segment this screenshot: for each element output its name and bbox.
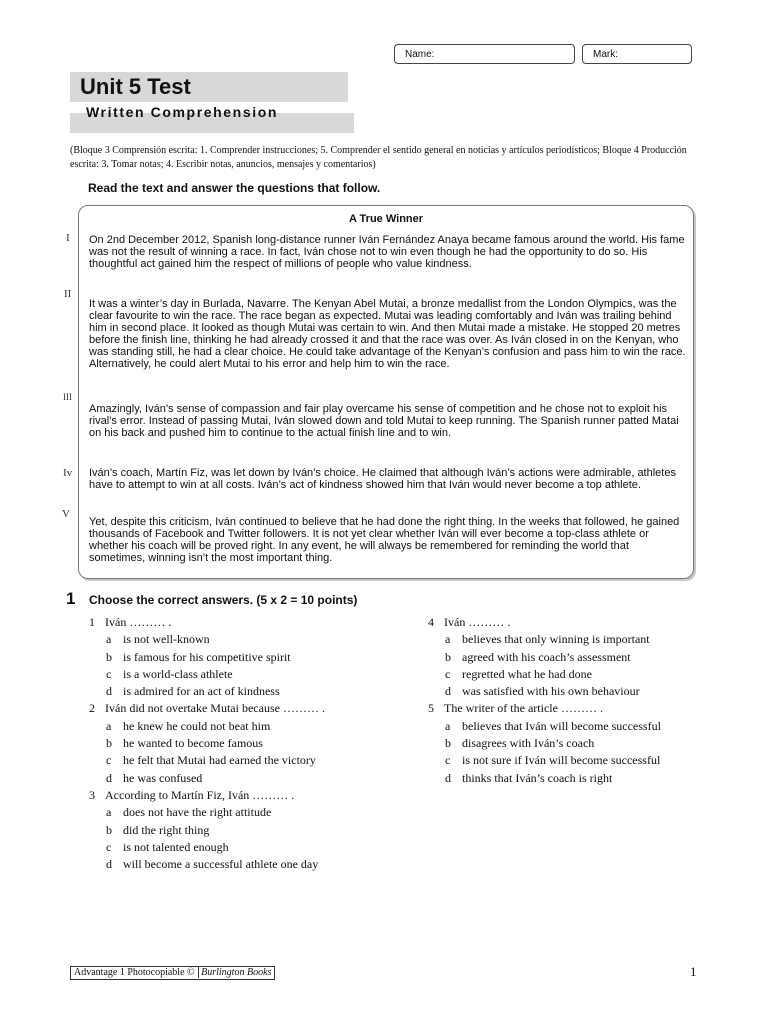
- option-text: did the right thing: [123, 822, 210, 837]
- question-5: [428, 700, 661, 717]
- question-stem: The writer of the article ……… .: [444, 701, 603, 716]
- question-number: 5: [428, 701, 434, 716]
- name-field[interactable]: [394, 44, 575, 64]
- option-text: agreed with his coach’s assessment: [462, 649, 631, 664]
- option-text: was satisfied with his own behaviour: [462, 684, 640, 699]
- option-text: does not have the right attitude: [123, 805, 272, 820]
- question-stem: Iván did not overtake Mutai because ……… .: [105, 701, 325, 716]
- option-text: is not sure if Iván will become successful: [462, 753, 661, 768]
- reading-title: A True Winner: [348, 213, 424, 225]
- question-number: 3: [89, 787, 95, 802]
- option-letter: a: [106, 632, 112, 647]
- option-4b[interactable]: [428, 649, 661, 666]
- option-3b[interactable]: [89, 822, 325, 839]
- option-letter: b: [445, 736, 451, 751]
- option-3a[interactable]: [89, 804, 325, 821]
- option-text: he wanted to become famous: [123, 736, 263, 751]
- option-letter: d: [445, 684, 451, 699]
- option-text: disagrees with Iván’s coach: [462, 736, 595, 751]
- question-stem: According to Martín Fiz, Iván ……… .: [105, 787, 295, 802]
- option-letter: d: [106, 857, 112, 872]
- option-2c[interactable]: [89, 752, 325, 769]
- exercise-instruction: Choose the correct answers. (5 x 2 = 10 points): [89, 593, 358, 607]
- option-letter: b: [445, 649, 451, 664]
- option-1a[interactable]: [89, 631, 325, 648]
- paragraph-4: Iván’s coach, Martín Fiz, was let down by Iván’s choice. He claimed that although Iván’s actions were admirable, athletes have to attempt to win at all costs. Iván’s act of kindness showed him that Iván would never become a top athlete.: [89, 467, 676, 492]
- mark-field[interactable]: [582, 44, 692, 64]
- margin-numeral-4: Iv: [63, 467, 73, 479]
- option-5c[interactable]: [428, 752, 661, 769]
- questions-left-column: [89, 614, 325, 873]
- copyright-text: Advantage 1 Photocopiable ©: [74, 967, 198, 978]
- option-text: will become a successful athlete one day: [123, 857, 319, 872]
- question-number: 4: [428, 615, 434, 629]
- question-stem: Iván ……… .: [444, 615, 511, 629]
- option-2b[interactable]: [89, 735, 325, 752]
- option-letter: d: [106, 770, 112, 785]
- option-letter: a: [106, 805, 112, 820]
- question-4: [428, 614, 661, 631]
- questions-right-column: [428, 614, 661, 787]
- option-4d[interactable]: [428, 683, 661, 700]
- option-5d[interactable]: [428, 770, 661, 787]
- margin-numeral-2: II: [64, 288, 72, 300]
- option-letter: d: [445, 770, 451, 785]
- option-letter: a: [445, 718, 451, 733]
- question-1: [89, 614, 325, 631]
- question-number: 1: [89, 615, 95, 629]
- name-label: Name:: [405, 49, 435, 60]
- option-letter: c: [445, 753, 451, 768]
- paragraph-1: On 2nd December 2012, Spanish long-distance runner Iván Fernández Anaya became famous around the world. His fame was not the result of winning a race. In fact, Iván chose not to win even though he had the opportunity to do so. His thoughtful act gained him the respect of millions of people who value kindness.: [89, 234, 685, 271]
- option-text: he felt that Mutai had earned the victory: [123, 753, 316, 768]
- option-letter: b: [106, 649, 112, 664]
- option-1c[interactable]: [89, 666, 325, 683]
- option-4a[interactable]: [428, 631, 661, 648]
- option-5b[interactable]: [428, 735, 661, 752]
- unit-subtitle: Written Comprehension: [86, 104, 279, 120]
- option-text: he knew he could not beat him: [123, 718, 271, 733]
- margin-numeral-5: V: [62, 508, 70, 520]
- option-letter: c: [106, 666, 112, 681]
- option-1b[interactable]: [89, 649, 325, 666]
- question-number: 2: [89, 701, 95, 716]
- option-text: is famous for his competitive spirit: [123, 649, 291, 664]
- question-2: [89, 700, 325, 717]
- option-letter: b: [106, 822, 112, 837]
- option-text: regretted what he had done: [462, 666, 592, 681]
- option-text: believes that only winning is important: [462, 632, 650, 647]
- option-2d[interactable]: [89, 770, 325, 787]
- option-text: is not talented enough: [123, 839, 229, 854]
- paragraph-5: Yet, despite this criticism, Iván continued to believe that he had done the right thing. In the weeks that followed, he gained thousands of Facebook and Twitter followers. It is not yet clear whether Iván will ever become a top-class athlete or whether his coach will be proved right. In any event, he will always be remembered for reminding the world that sometimes, winning isn’t the most important thing.: [89, 516, 680, 565]
- option-letter: b: [106, 736, 112, 751]
- paragraph-3: Amazingly, Iván’s sense of compassion and fair play overcame his sense of competition and he chose not to exploit his rival’s error. Instead of passing Mutai, Iván slowed down and told Mutai to keep running. The Spanish runner patted Matai on his back and pushed him to continue to the actual finish line and to win.: [89, 403, 679, 440]
- option-text: is not well-known: [123, 632, 210, 647]
- curriculum-note: (Bloque 3 Comprensión escrita: 1. Comprender instrucciones; 5. Comprender el sentido general en noticias y artículos periodísticos; Bloque 4 Producción escrita: 3. Tomar notas; 4. Escribir notas, anuncios, mensajes y comentarios): [70, 145, 687, 170]
- option-text: is a world-class athlete: [123, 666, 233, 681]
- option-text: thinks that Iván’s coach is right: [462, 770, 613, 785]
- option-letter: c: [106, 839, 112, 854]
- option-text: he was confused: [123, 770, 203, 785]
- option-text: is admired for an act of kindness: [123, 684, 280, 699]
- option-2a[interactable]: [89, 718, 325, 735]
- publisher-brand: Burlington Books: [198, 967, 271, 978]
- paragraph-2: It was a winter’s day in Burlada, Navarre. The Kenyan Abel Mutai, a bronze medallist from the London Olympics, was the clear favourite to win the race. The race began as expected. Mutai was leading comfortably and Iván was trailing behind him in second place. It looked as though Mutai was certain to win. And then Mutai made a mistake. He stopped 20 metres before the finish line, thinking he had already crossed it and that the race was over. As Iván closed in on the Kenyan, who was standing still, he had a clear choice. He could take advantage of the Kenyan’s confusion and pass him to win the race. Alternatively, he could alert Mutai to his error and help him to win the race.: [89, 298, 686, 371]
- option-5a[interactable]: [428, 718, 661, 735]
- option-letter: c: [445, 666, 451, 681]
- question-3: [89, 787, 325, 804]
- margin-numeral-1: I: [66, 232, 70, 244]
- question-stem: Iván ……… .: [105, 615, 172, 629]
- option-letter: c: [106, 753, 112, 768]
- option-letter: d: [106, 684, 112, 699]
- option-3c[interactable]: [89, 839, 325, 856]
- copyright-footer: [70, 966, 275, 980]
- option-letter: a: [445, 632, 451, 647]
- mark-label: Mark:: [593, 49, 618, 60]
- option-3d[interactable]: [89, 856, 325, 873]
- option-text: believes that Iván will become successful: [462, 718, 661, 733]
- reading-instruction: Read the text and answer the questions that follow.: [88, 181, 381, 195]
- option-letter: a: [106, 718, 112, 733]
- page-number: 1: [690, 964, 697, 979]
- unit-title: Unit 5 Test: [80, 74, 191, 99]
- exercise-number: 1: [66, 589, 76, 608]
- option-1d[interactable]: [89, 683, 325, 700]
- option-4c[interactable]: [428, 666, 661, 683]
- margin-numeral-3: III: [63, 392, 72, 402]
